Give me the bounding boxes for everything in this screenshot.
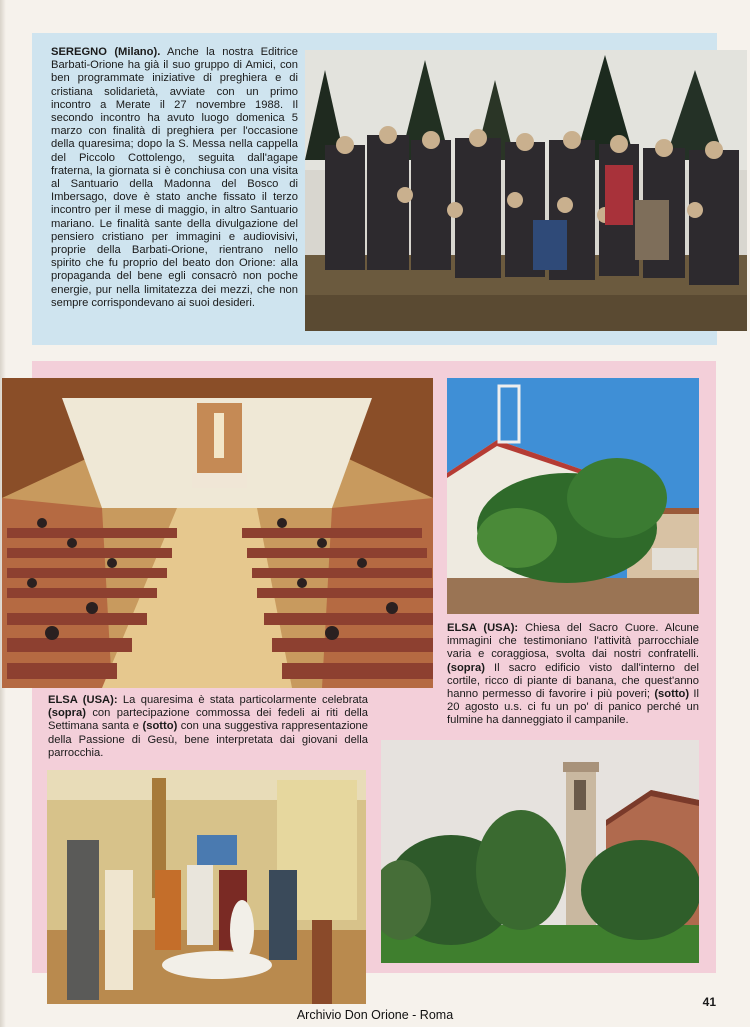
top-article-text — [51, 46, 298, 310]
page-number: 41 — [702, 995, 716, 1009]
left-caption-text-2: con partecipazione commossa dei fedeli ai riti della Settimana santa e — [48, 707, 368, 733]
right-caption-text-2: Il sacro edificio visto dall'interno del cortile, ricco di piante di banana, che quest'anno hanno permesso di favorire i più poveri; — [447, 661, 699, 701]
left-caption-text-1: La quaresima è stata particolarmente celebrata — [117, 694, 368, 706]
right-caption-text-1: Chiesa del Sacro Cuore. Alcune immagini che testimoniano l'attività parrocchiale varia e coraggiosa, svolta dai nostri confratelli. — [447, 622, 699, 661]
church-courtyard-photo — [447, 378, 699, 614]
right-caption-text-3: Il 20 agosto u.s. ci fu un po' di panico perché un fulmine ha danneggiato il campanile. — [447, 688, 699, 727]
top-article-body: Anche la nostra Editrice Barbati-Orione ha già il suo gruppo di Amici, con ben programmate iniziative di preghiera e di cristiana solidarietà, avviate con un primo incontro a Merate il 27 novembre 1988. Il secondo incontro ha avuto luogo domenica 5 marzo con finalità di preghiera per l'occasione della quaresima; dopo la S. Messa nella cappella del Piccolo Cottolengo, seguita dall'agape fraterna, la giornata si è conchiusa con una visita al Santuario della Madonna del Bosco di Imbersago, dove è stato anche fissato il terzo incontro per il mese di maggio, in altro Santuario mariano. Le finalità sante della divulgazione del pensiero cristiano per immagini e audiovisivi, proprie della Barbati-Orione, rientrano nello spirito che fu proprio del beato don Orione: alla propaganda del bene egli consacrò non poche energie, pur nella limitatezza dei mezzi, che non sempre corrispondevano ai suoi desideri. — [51, 46, 298, 309]
right-caption-place: ELSA (USA): — [447, 622, 519, 634]
left-caption-text-3: con una suggestiva rappresentazione della Passione di Gesù, bene interpretata dai giovani della parrocchia. — [48, 720, 368, 759]
right-caption — [447, 622, 699, 728]
bell-tower-photo — [381, 740, 699, 963]
right-caption-sotto: (sotto) — [654, 688, 690, 701]
left-caption-sotto: (sotto) — [142, 720, 178, 733]
left-caption-sopra: (sopra) — [48, 707, 86, 720]
right-caption-sopra: (sopra) — [447, 661, 485, 674]
group-photo — [305, 50, 747, 331]
archive-footer: Archivio Don Orione - Roma — [296, 1008, 454, 1022]
church-interior-photo — [2, 378, 433, 688]
passion-play-photo — [47, 770, 366, 1004]
left-caption-place: ELSA (USA): — [48, 694, 118, 706]
top-article-place: SEREGNO (Milano). — [51, 46, 161, 58]
left-caption — [48, 694, 368, 760]
